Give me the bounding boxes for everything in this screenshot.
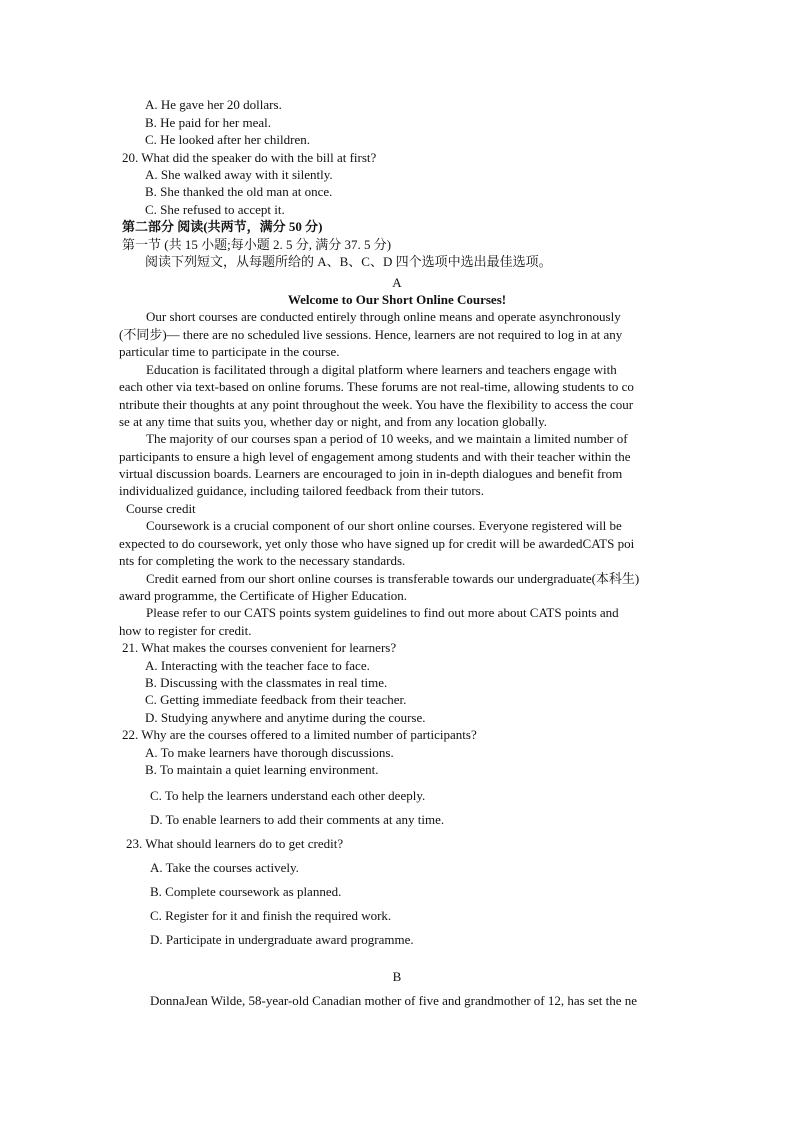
passage-a-p6-line: how to register for credit. — [119, 623, 252, 638]
passage-a-p2-line: ntribute their thoughts at any point throughout the week. You have the flexibility to access the cour — [119, 397, 634, 412]
instruction: 阅读下列短文，从每题所给的 A、B、C、D 四个选项中选出最佳选项。 — [145, 254, 552, 269]
q23-option-a: A. Take the courses actively. — [150, 860, 299, 875]
passage-a-p3-line: individualized guidance, including tailored feedback from their tutors. — [119, 483, 484, 498]
q21-option-b: B. Discussing with the classmates in real time. — [145, 675, 388, 690]
passage-a-p6-line: Please refer to our CATS points system guidelines to find out more about CATS points and — [146, 605, 619, 620]
passage-a-p1-line: Our short courses are conducted entirely through online means and operate asynchronously — [146, 309, 621, 324]
q20-question: 20. What did the speaker do with the bill at first? — [122, 150, 377, 165]
q20-option-b: B. She thanked the old man at once. — [145, 184, 333, 199]
passage-a-title: Welcome to Our Short Online Courses! — [287, 292, 507, 307]
q22-option-b: B. To maintain a quiet learning environment. — [145, 762, 379, 777]
passage-b-p1-line: DonnaJean Wilde, 58-year-old Canadian mother of five and grandmother of 12, has set the ne — [150, 993, 638, 1008]
passage-a-p1-line: (不同步)— there are no scheduled live sessions. Hence, learners are not required to log in at any — [119, 327, 623, 342]
passage-a-p5-line: Credit earned from our short online courses is transferable towards our undergraduate(本科生) — [146, 571, 640, 586]
q20-option-a: A. She walked away with it silently. — [145, 167, 333, 182]
passage-a-p2-line: se at any time that suits you, whether day or night, and from any location globally. — [119, 414, 548, 429]
q21-question: 21. What makes the courses convenient for learners? — [122, 640, 397, 655]
q22-option-c: C. To help the learners understand each other deeply. — [150, 788, 426, 803]
passage-a-p3-line: The majority of our courses span a period of 10 weeks, and we maintain a limited number of — [146, 431, 628, 446]
passage-a-p4-line: expected to do coursework, yet only those who have signed up for credit will be awardedCATS poi — [119, 536, 635, 551]
q19-option-b: B. He paid for her meal. — [145, 115, 271, 130]
passage-a-p1-line: particular time to participate in the course. — [119, 344, 340, 359]
passage-a-p5-line: award programme, the Certificate of Higher Education. — [119, 588, 408, 603]
section1-heading: 第一节 (共 15 小题;每小题 2. 5 分, 满分 37. 5 分) — [122, 237, 392, 252]
q19-option-a: A. He gave her 20 dollars. — [145, 97, 282, 112]
q23-option-d: D. Participate in undergraduate award programme. — [150, 932, 414, 947]
passage-a-p3-line: virtual discussion boards. Learners are encouraged to join in in-depth dialogues and benefit from — [119, 466, 623, 481]
passage-a-label: A — [392, 275, 402, 290]
q23-option-b: B. Complete coursework as planned. — [150, 884, 342, 899]
q23-question: 23. What should learners do to get credit? — [126, 836, 344, 851]
q22-option-a: A. To make learners have thorough discussions. — [145, 745, 394, 760]
q23-option-c: C. Register for it and finish the required work. — [150, 908, 392, 923]
q19-option-c: C. He looked after her children. — [145, 132, 310, 147]
q22-option-d: D. To enable learners to add their comments at any time. — [150, 812, 445, 827]
passage-b-label: B — [392, 969, 402, 984]
passage-a-p2-line: Education is facilitated through a digital platform where learners and teachers engage with — [146, 362, 617, 377]
passage-a-p3-line: participants to ensure a high level of engagement among students and with their teacher within the — [119, 449, 631, 464]
passage-a-p2-line: each other via text-based on online forums. These forums are not real-time, allowing students to co — [119, 379, 634, 394]
course-credit-subheading: Course credit — [126, 501, 196, 516]
q20-option-c: C. She refused to accept it. — [145, 202, 285, 217]
q22-question: 22. Why are the courses offered to a limited number of participants? — [122, 727, 477, 742]
q21-option-c: C. Getting immediate feedback from their teacher. — [145, 692, 407, 707]
q21-option-a: A. Interacting with the teacher face to face. — [145, 658, 370, 673]
q21-option-d: D. Studying anywhere and anytime during the course. — [145, 710, 426, 725]
passage-a-p4-line: Coursework is a crucial component of our short online courses. Everyone registered will be — [146, 518, 622, 533]
passage-a-p4-line: nts for completing the work to the necessary standards. — [119, 553, 406, 568]
part2-heading: 第二部分 阅读(共两节，满分 50 分) — [122, 219, 323, 234]
